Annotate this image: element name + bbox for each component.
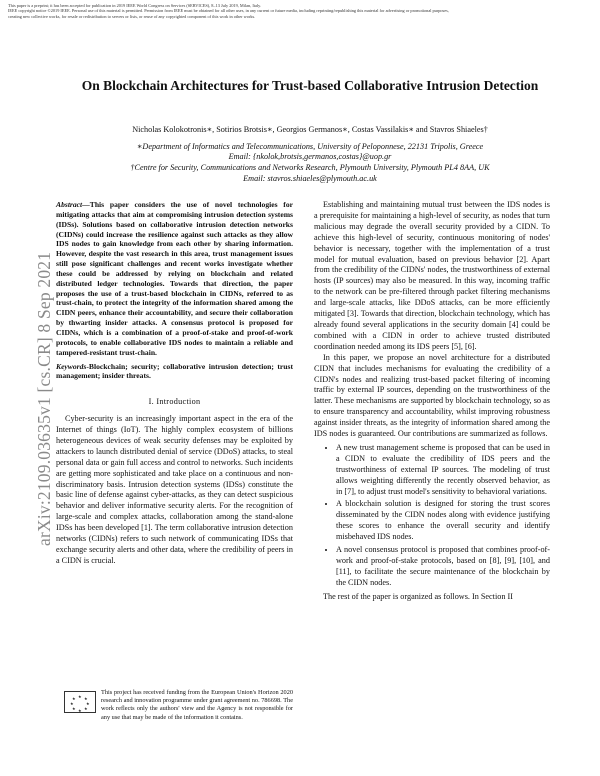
funding-text: This project has received funding from the European Union's Horizon 2020 research and innovation programme under grant agreement no. 786698. The work reflects only the authors' view and the Agency is not responsible for any use that may be made of the information it contains.: [101, 689, 293, 721]
keywords: [56, 362, 293, 382]
list-item: • A new trust management scheme is proposed that can be used in a CIDN to evaluate the credibility of IDS peers and the trustworthiness of external IP sources. The modeling of trust allows weighting differently the recently observed behavior, as in [7], to adjust trust model's sensitivity to behavioral variations.: [336, 443, 550, 498]
right-paragraph-last: The rest of the paper is organized as follows. In Section II: [323, 591, 513, 601]
abstract: [56, 200, 293, 358]
list-item: • A novel consensus protocol is proposed that combines proof-of-work and proof-of-stake protocols, based on [8], [9], [10], and [11], to facilitate the secure maintenance of the blockchain by the CIDN nodes.: [336, 545, 550, 589]
intro-paragraph: Cyber-security is an increasingly important aspect in the era of the Internet of things (IoT). The highly complex ecosystem of billions heterogeneous devices of weak security defenses may be exploited by attackers to launch distributed denial of service (DDoS) attacks, to steal personal data or gain full access and control to networks. Such incidents are getting more sophisticated and take place on a continuous and non-discriminatory basis. Intrusion detection systems (IDSs) constitute the basic line of defense against cyber-attacks, as they can detect suspicious behavior and deliver informative security alerts. For the recognition of large-scale and complex attacks, collaboration among the stand-alone IDSs has been developed [1]. The term collaborative intrusion detection networks (CIDNs) refers to such network of communicating IDSs that exchange security alerts and other data, where the credibility of peers in a CIDN is crucial.: [56, 414, 293, 565]
notice-line: IEEE copyright notice ©2019 IEEE. Personal use of this material is permitted. Permission from IEEE must be obtained for all other uses, in any current or future media, including reprinting/republishing this material for advertising or promotional purposes,: [8, 8, 449, 14]
abstract-text: —This paper considers the use of novel technologies for mitigating attacks that aim at compromising intrusion detection systems (IDSs). Solutions based on collaborative intrusion detection networks (CIDNs) could increase the resilience against such attacks as they allow IDS nodes to gain knowledge from each other by sharing information. However, despite the vast research in this area, trust management issues still pose significant challenges and recent works investigate whether these could be addressed by relying on blockchain and related distributed ledger technologies. Towards that direction, the paper proposes the use of a trust-based blockchain in CIDNs, referred to as trust-chain, to protect the integrity of the information shared among the CIDN peers, enhance their accountability, and secure their collaboration by thwarting insider attacks. A consensus protocol is proposed for CIDNs, which is a combination of a proof-of-stake and proof-of-work protocols, to enable collaborative IDS nodes to maintain a reliable and tampered-resistant trust-chain.: [56, 200, 293, 357]
author-list: Nicholas Kolokotronis∗, Sotirios Brotsis∗, Georgios Germanos∗, Costas Vassilakis∗ and Stavros Shiaeles†: [132, 125, 488, 134]
eu-flag-icon: ★ ★ ★ ★ ★ ★ ★ ★: [64, 691, 96, 713]
left-column: [56, 200, 293, 567]
notice-line: creating new collective works, for resale or redistribution to servers or lists, or reuse of any copyrighted component of this work in other works.: [8, 13, 256, 19]
affiliation-2: †Centre for Security, Communications and Networks Research, Plymouth University, Plymouth PL4 8AA, UK: [130, 163, 490, 172]
keywords-label: Keywords: [56, 361, 87, 371]
right-paragraph-2: In this paper, we propose an novel architecture for a distributed CIDN that includes mechanisms for evaluating the credibility of a CIDN's nodes and realizing trust-based packet filtering of incoming traffic by external IP sources, depending on the trustworthiness of the latter. These mechanisms are supported by blockchain technology, so as to ensure transparency and accountability, whilst improving robustness against insider threats, as the integrity of information shared among the IDS nodes is guaranteed. Our contributions are summarized as follows.: [314, 352, 550, 439]
right-paragraph-1: Establishing and maintaining mutual trust between the IDS nodes is a prerequisite for maintaining a high-level of security, as nodes that turn malicious may degrade the overall security provided by a CIDN. To achieve this high-level of security, continuous monitoring of nodes' behavior is necessary, together with the implementation of a trust model for mutual evaluation, based on previous behavior [2]. Apart from the credibility of the CIDNs' nodes, the trustworthiness of external hosts (IP sources) may also be measured. In this way, incoming traffic to the network can be pre-filtered through packet filtering mechanisms and large-scale attacks, like DDoS attacks, can be more efficiently mitigated [3]. Towards that direction, blockchain technology, which has already found several applications in the security domain [4] could be combined with a CIDN in order to achieve trusted distributed coordination needed among its IDS peers [5], [6].: [314, 200, 550, 351]
copyright-notice: [8, 3, 596, 19]
email-2: Email: stavros.shiaeles@plymouth.ac.uk: [243, 174, 377, 183]
abstract-label: Abstract: [56, 200, 83, 209]
keywords-text: -Blockchain; security; collaborative intrusion detection; trust management; insider threats.: [56, 361, 293, 381]
right-column: [314, 200, 550, 603]
list-item: • A blockchain solution is designed for storing the trust scores disseminated by the CIDN nodes along with evidence justifying these scores to enhance the overall security and identify misbehaved IDS nodes.: [336, 499, 550, 543]
email-1: Email: {nkolok,brotsis,germanos,costas}@uop.gr: [228, 152, 392, 161]
contribution-list: [314, 443, 550, 589]
paper-title: On Blockchain Architectures for Trust-based Collaborative Intrusion Detection: [81, 78, 539, 93]
arxiv-stamp: arXiv:2109.03635v1 [cs.CR] 8 Sep 2021: [34, 251, 54, 546]
section-heading: I. Introduction: [148, 397, 201, 407]
funding-footnote: [56, 689, 293, 722]
notice-line: This paper is a preprint; it has been accepted for publication in 2019 IEEE World Congress on Services (SERVICES), 8–13 July 2019, Milan, Italy.: [8, 3, 262, 8]
affiliation-1: ∗Department of Informatics and Telecommunications, University of Peloponnese, 22131 Tripolis, Greece: [136, 142, 484, 151]
